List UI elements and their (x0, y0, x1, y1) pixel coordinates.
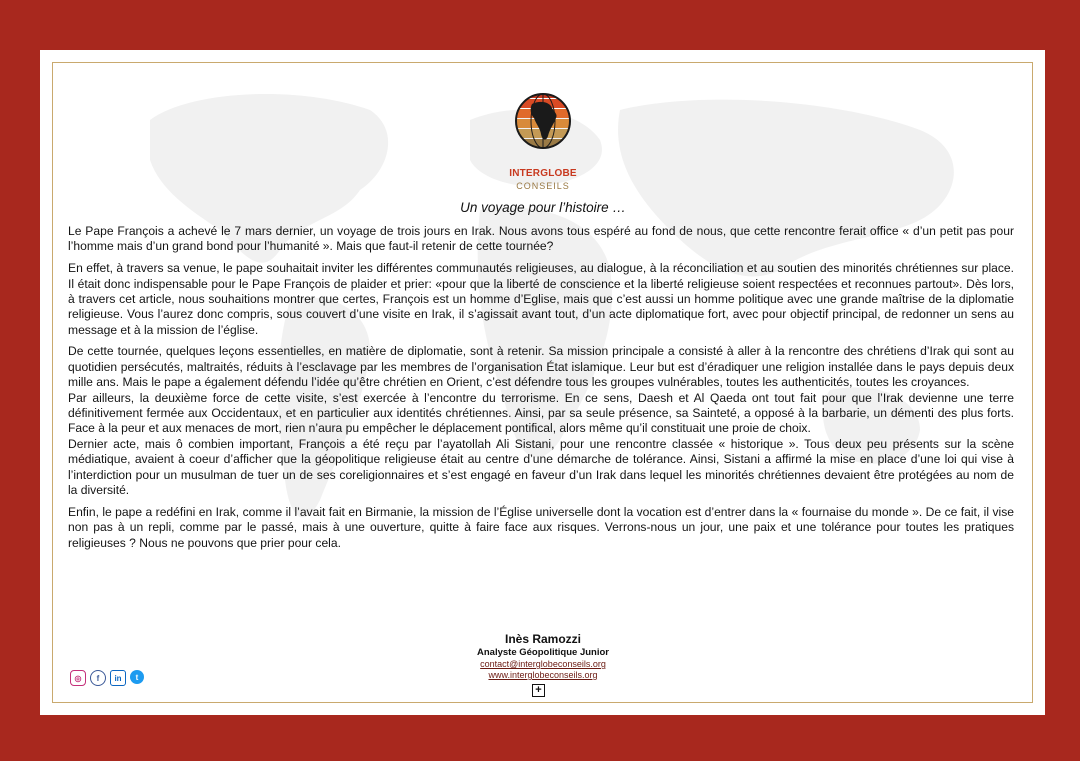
paragraph: Le Pape François a achevé le 7 mars dernier, un voyage de trois jours en Irak. Nous avons tous espéré au fond de nous, que cette rencontre ferait office « d’un petit pas pour l’homme mais d’un grand bond pour l’humanité ». Mais que faut-il retenir de cette tournée? (68, 224, 1014, 254)
paragraph: Dernier acte, mais ô combien important, François a été reçu par l’ayatollah Ali Sistani, pour une rencontre classée « historique ». Tous deux peu présents sur la scène médiatique, avaient à coeur d’afficher que la géopolitique religieuse était au centre d’une démarche de tolérance. Ainsi, Sistani a affirmé la mise en place d’une loi qui vise à l’interdiction pour un musulman de tuer un de ses coreligionnaires et s’est engagé en faveur d’un Irak dans lequel les minorités chrétiennes devaient être protégées au nom de la diversité. (68, 436, 1014, 498)
paragraph: Enfin, le pape a redéfini en Irak, comme il l’avait fait en Birmanie, la mission de l’Église universelle dont la vocation est d’entrer dans la « fournaise du monde ». De ce fait, il vise non pas à un repli, comme par le passé, mais à une ouverture, quitte à faire face aux risques. Verrons-nous un jour, une paix et une tolérance pour toutes les pratiques religieuses ? Nous ne pouvons que prier pour cela. (68, 504, 1014, 550)
expand-plus-icon[interactable]: + (532, 684, 545, 697)
document-sheet (40, 50, 1045, 715)
brand-name: INTERGLOBE (509, 168, 577, 179)
facebook-icon[interactable]: f (90, 670, 106, 686)
linkedin-icon[interactable]: in (110, 670, 126, 686)
paragraph: En effet, à travers sa venue, le pape souhaitait inviter les différentes communautés religieuses, au dialogue, à la réconciliation et au soutien des minorités chrétiennes sur place. Il était donc indispensable pour le Pape François de plaider et prier: «pour que la liberté de conscience et la liberté religieuse soient respectées et reconnues partout». Dès lors, à travers cet article, nous souhaitions montrer que certes, François est un homme d’Eglise, mais que c’est aussi un homme politique avec une grande maîtrise de la diplomatie religieuse. Vous l’aurez donc compris, sous couvert d’une visite en Irak, il s’agissait avant tout, d’un acte diplomatique fort, avec pour objectif principal, de redonner un sens au message et à la mission de l’église. (68, 261, 1014, 337)
globe-logo-icon (510, 88, 576, 154)
document-title: Un voyage pour l’histoire … (460, 200, 626, 215)
author-name: Inès Ramozzi (504, 632, 582, 646)
social-icons (70, 670, 144, 688)
article-body (68, 224, 1014, 557)
paragraph: Par ailleurs, la deuxième force de cette visite, s’est exercée à l’encontre du terrorisme. En ce sens, Daesh et Al Qaeda ont tout fait pour que l’Irak devienne une terre définitivement fermée aux Occidentaux, et en particulier aux identités chrétiennes. Ainsi, par sa seule présence, sa Sainteté, a opposé à la barbarie, un démenti des plus forts. Face à la peur et aux menaces de mort, rien n’aura pu empêcher le déplacement pontifical, alors même qu’il constituait une proie de choix. (68, 390, 1014, 436)
instagram-icon[interactable]: ◎ (70, 670, 86, 686)
brand-subname: CONSEILS (516, 181, 570, 191)
email-link[interactable]: contact@interglobeconseils.org (480, 659, 606, 669)
paragraph: De cette tournée, quelques leçons essentielles, en matière de diplomatie, sont à retenir. Sa mission principale a consisté à aller à la rencontre des chrétiens d’Irak qui sont au quotidien persécutés, maltraités, réduits à l’esclavage par les membres de l’organisation État islamique. Leur but est d’éradiquer une religion installée dans le pays depuis deux mille ans. Mais le pape a également défendu l’idée qu’être chrétien en Orient, c’est défendre tous les groupes vulnérables, toutes les authenticités, toutes les croyances. (68, 344, 1014, 390)
author-role: Analyste Géopolitique Junior (477, 647, 609, 658)
website-link[interactable]: www.interglobeconseils.org (488, 670, 598, 680)
signature-block (420, 632, 666, 681)
twitter-icon[interactable]: t (130, 670, 144, 684)
